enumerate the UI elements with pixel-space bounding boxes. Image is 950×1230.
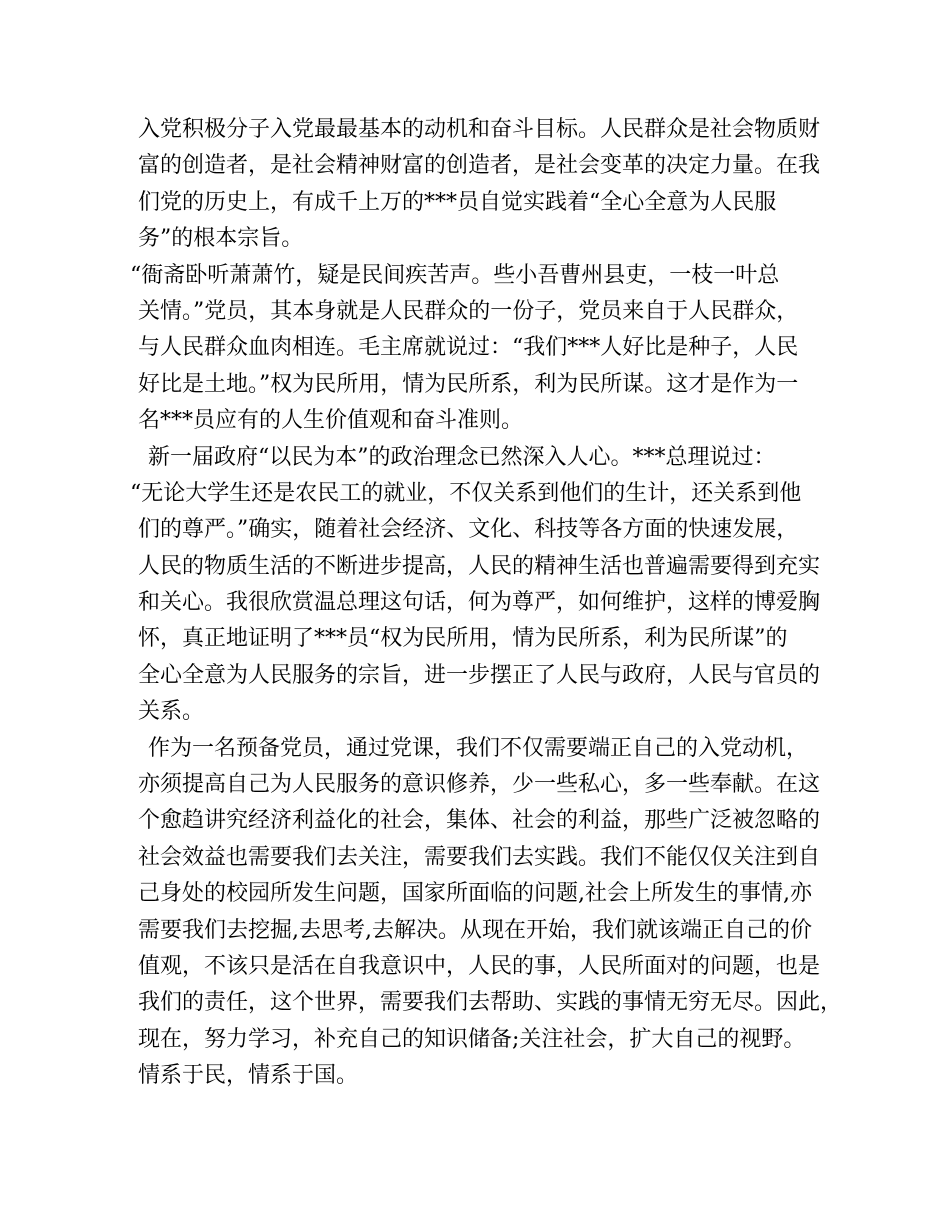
- text-line-26: 现在，努力学习，补充自己的知识储备;关注社会，扩大自己的视野。: [138, 1026, 806, 1052]
- text-line-6: 关情。”党员，其本身就是人民群众的一份子，党员来自于人民群众，: [138, 298, 799, 324]
- text-line-25: 我们的责任，这个世界，需要我们去帮助、实践的事情无穷无尽。因此，: [138, 990, 843, 1016]
- document-body: [130, 112, 843, 1095]
- text-line-9: 名***员应有的人生价值观和奋斗准则。: [138, 408, 524, 434]
- text-line-21: 社会效益也需要我们去关注，需要我们去实践。我们不能仅仅关注到自: [138, 844, 821, 870]
- text-line-22: 己身处的校园所发生问题，国家所面临的问题,社会上所发生的事情,亦: [138, 881, 812, 907]
- text-line-19: 亦须提高自己为人民服务的意识修养，少一些私心，多一些奉献。在这: [138, 772, 821, 798]
- text-line-15: 怀，真正地证明了***员“权为民所用，情为民所系，利为民所谋”的: [138, 626, 788, 652]
- text-line-2: 富的创造者，是社会精神财富的创造者，是社会变革的决定力量。在我: [138, 153, 821, 179]
- text-line-11: “无论大学生还是农民工的就业，不仅关系到他们的生计，还关系到他: [130, 480, 802, 506]
- text-line-13: 人民的物质生活的不断进步提高，人民的精神生活也普遍需要得到充实: [138, 553, 821, 579]
- text-line-18: 作为一名预备党员，通过党课，我们不仅需要端正自己的入党动机，: [148, 735, 809, 761]
- text-line-4: 务”的根本宗旨。: [138, 226, 304, 252]
- text-line-16: 全心全意为人民服务的宗旨，进一步摆正了人民与政府，人民与官员的: [138, 662, 821, 688]
- text-line-24: 值观，不该只是活在自我意识中，人民的事，人民所面对的问题，也是: [138, 953, 821, 979]
- text-line-12: 们的尊严。”确实，随着社会经济、文化、科技等各方面的快速发展，: [138, 517, 799, 543]
- text-line-10: 新一届政府“以民为本”的政治理念已然深入人心。***总理说过：: [148, 444, 776, 470]
- text-line-23: 需要我们去挖掘,去思考,去解决。从现在开始，我们就该端正自己的价: [138, 917, 812, 943]
- text-line-7: 与人民群众血肉相连。毛主席就说过：“我们***人好比是种子，人民: [138, 335, 799, 361]
- text-line-14: 和关心。我很欣赏温总理这句话，何为尊严，如何维护，这样的博爱胸: [138, 590, 821, 616]
- text-line-27: 情系于民，情系于国。: [138, 1063, 359, 1089]
- text-line-20: 个愈趋讲究经济利益化的社会，集体、社会的利益，那些广泛被忽略的: [138, 808, 821, 834]
- text-line-8: 好比是土地。”权为民所用，情为民所系，利为民所谋。这才是作为一: [138, 371, 799, 397]
- text-line-17: 关系。: [138, 699, 205, 725]
- text-line-1: 入党积极分子入党最最基本的动机和奋斗目标。人民群众是社会物质财: [138, 117, 821, 142]
- text-line-5: “衙斋卧听萧萧竹，疑是民间疾苦声。些小吾曹州县吏，一枝一叶总: [130, 262, 780, 288]
- text-line-3: 们党的历史上，有成千上万的***员自觉实践着“全心全意为人民服: [138, 189, 777, 215]
